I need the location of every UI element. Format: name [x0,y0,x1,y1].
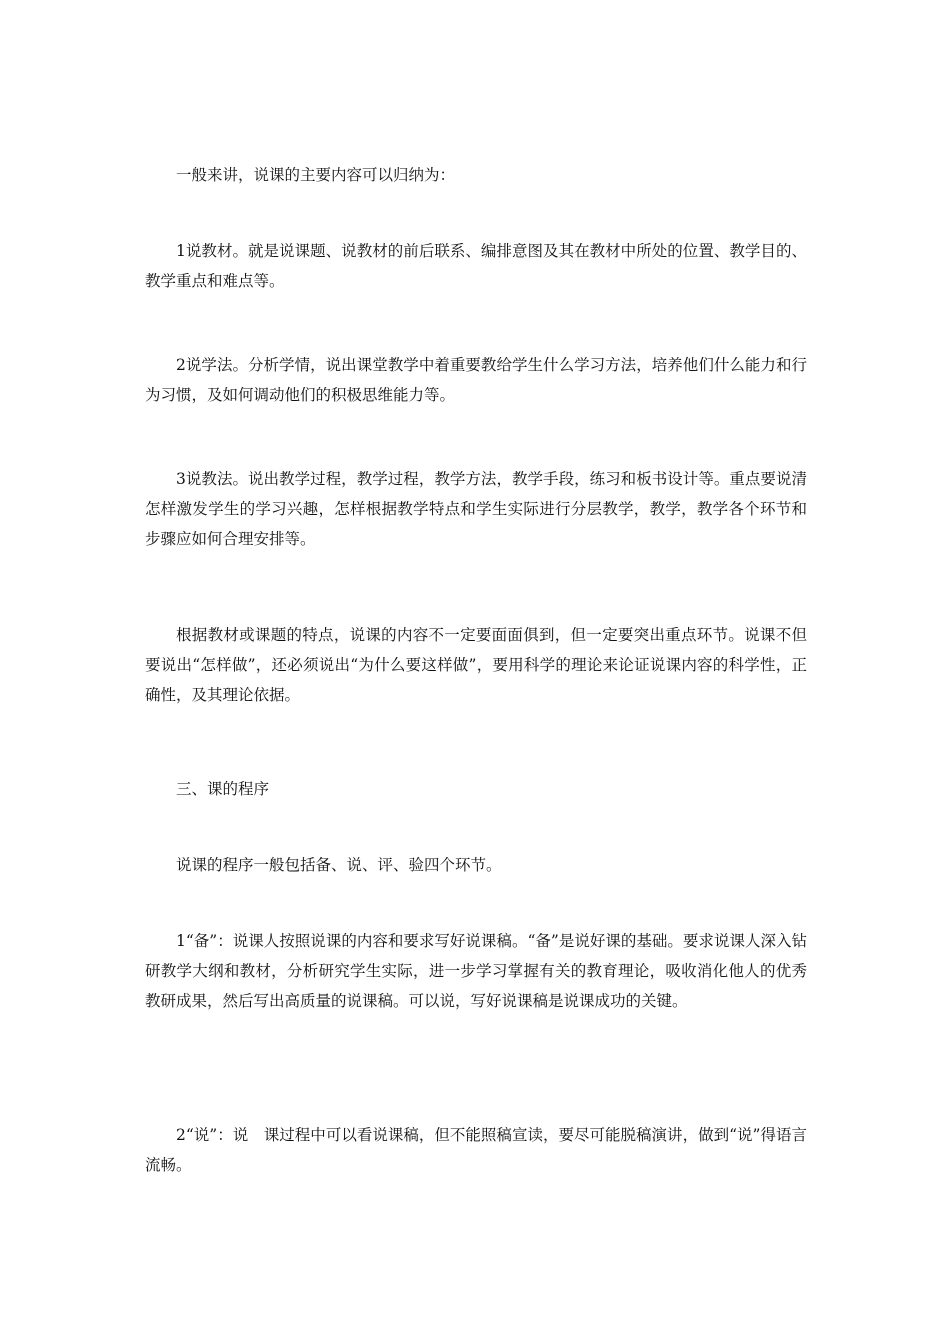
procedure-step-prepare: 1“备”：说课人按照说课的内容和要求写好说课稿。“备”是说好课的基础。要求说课人深入钻研教学大纲和教材，分析研究学生实际，进一步学习掌握有关的教育理论，吸收消化他人的优秀教研成果，然后写出高质量的说课稿。可以说，写好说课稿是说课成功的关键。 [145,932,807,1010]
lecture-content-item-1: 1说教材。就是说课题、说教材的前后联系、编排意图及其在教材中所处的位置、教学目的、教学重点和难点等。 [145,242,807,290]
section-heading: 三、课的程序 [176,780,270,798]
content-basis-paragraph: 根据教材或课题的特点，说课的内容不一定要面面俱到，但一定要突出重点环节。说课不但要说出“怎样做”，还必须说出“为什么要这样做”，要用科学的理论来论证说课内容的科学性，正确性，及其理论依据。 [145,626,807,704]
intro-paragraph: 一般来讲，说课的主要内容可以归纳为： [176,166,456,184]
lecture-content-item-3: 3说教法。说出教学过程，教学过程，教学方法，教学手段，练习和板书设计等。重点要说清怎样激发学生的学习兴趣，怎样根据教学特点和学生实际进行分层教学，教学，教学各个环节和步骤应如何合理安排等。 [145,470,807,548]
procedure-overview-paragraph: 说课的程序一般包括备、说、评、验四个环节。 [176,856,502,874]
lecture-content-item-2: 2说学法。分析学情，说出课堂教学中着重要教给学生什么学习方法，培养他们什么能力和行为习惯，及如何调动他们的积极思维能力等。 [145,356,807,404]
procedure-step-speak: 2“说”：说 课过程中可以看说课稿，但不能照稿宣读，要尽可能脱稿演讲，做到“说”得语言流畅。 [145,1126,807,1174]
